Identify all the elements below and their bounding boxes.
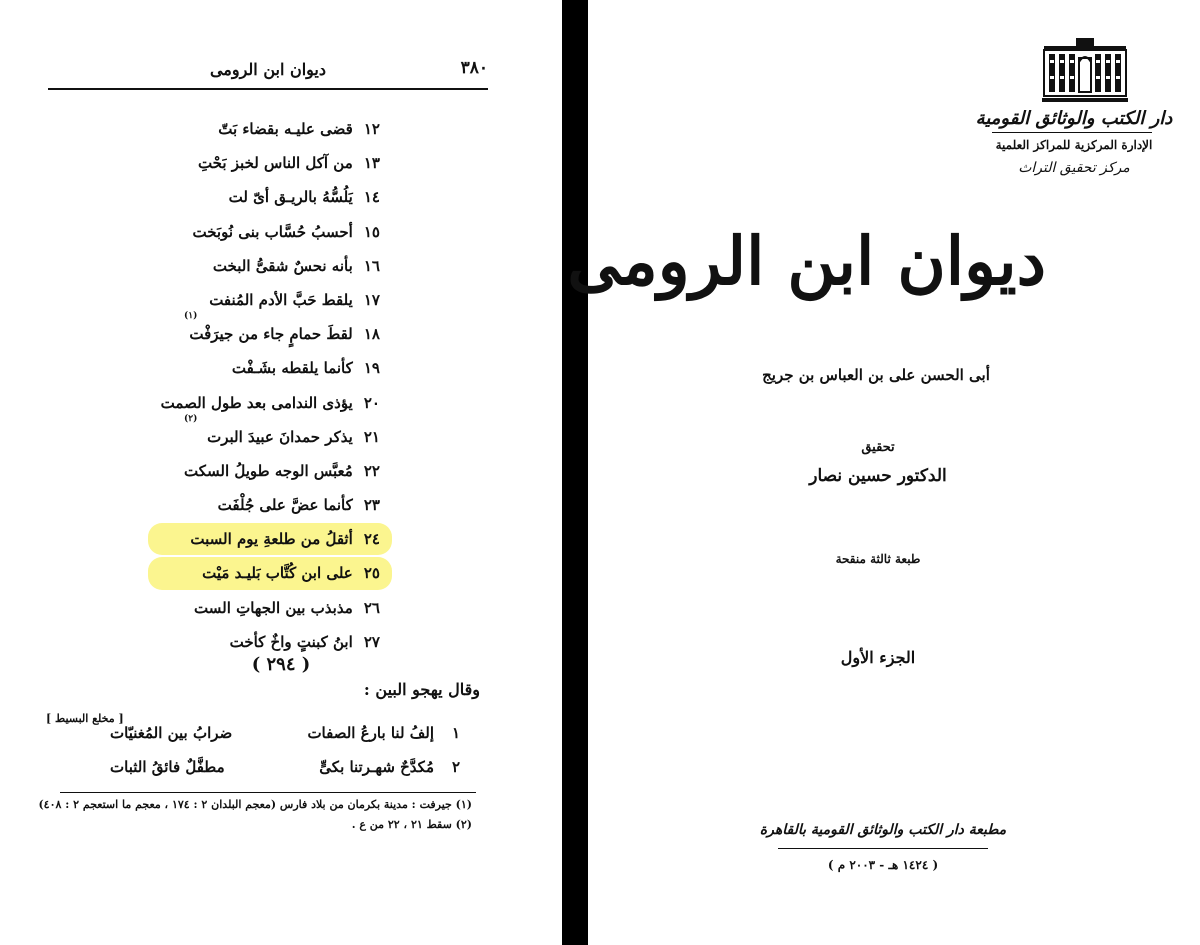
bayt-number: ١ — [451, 724, 460, 742]
author-name: أبى الحسن على بن العباس بن جريج — [762, 366, 990, 384]
verse-number: ٢٥ — [363, 564, 380, 583]
poem-number: ( ٢٩٤ ) — [251, 654, 311, 675]
verse-line — [170, 249, 380, 283]
verse-line — [170, 215, 380, 249]
verse-number: ١٢ — [363, 120, 380, 138]
verse-text: بأنه نحسٌ شقىُّ البخت — [212, 256, 353, 275]
verse-text: كأنما يلقطه بشَـفْت — [231, 359, 353, 378]
publisher-rule — [992, 132, 1152, 133]
bayt-line — [110, 724, 460, 754]
footnote-rule — [60, 792, 476, 793]
verse-line — [170, 488, 380, 522]
verse-number: ١٣ — [363, 154, 380, 173]
verse-text: مذبذب بين الجهاتِ الست — [194, 598, 353, 617]
verse-list — [160, 112, 380, 659]
editor-name: الدكتور حسين نصار — [809, 466, 947, 486]
verse-line — [170, 454, 380, 488]
verse-number: ١٦ — [363, 256, 380, 275]
verse-number: ١٨ — [363, 325, 380, 344]
verse-number: ١٥ — [363, 222, 380, 241]
book-title: ديوان ابن الرومى — [567, 222, 1046, 300]
verse-text: من آكل الناس لخبز بَحْتِ — [197, 154, 353, 173]
verse-number: ١٤ — [363, 188, 380, 207]
verse-line — [170, 180, 380, 214]
meter-label: [ مخلع البسيط ] — [46, 712, 124, 725]
verse-text: مُعبَّس الوجه طويلُ السكت — [184, 461, 353, 480]
footnote: (٢) سقط ٢١ ، ٢٢ من ع . — [351, 818, 472, 831]
verse-text: يذكر حمدانَ عبيدَ البرت — [207, 427, 353, 446]
bayt-first-hemistich: مُكدَّحٌ شهـرتنا بكىٍّ — [319, 758, 434, 776]
verse-text: ابنُ كبنتٍ واخٌ كأخت — [229, 632, 353, 651]
verse-line — [170, 311, 380, 351]
bayt-number: ٢ — [451, 758, 460, 776]
verse-text: يَلُسُّهُ بالريـق أىّ لت — [228, 188, 353, 207]
verse-line — [170, 146, 380, 180]
poem-intro: وقال يهجو البين : — [363, 680, 480, 699]
verse-text: يلقط حَبَّ الأدم المُنفت — [209, 290, 353, 309]
volume-label: الجزء الأول — [840, 648, 916, 667]
printer-rule — [778, 848, 988, 849]
verse-number: ٢٣ — [363, 496, 380, 515]
footnote-marker: (٢) — [184, 413, 198, 424]
running-header — [48, 58, 488, 88]
page-gutter — [562, 0, 588, 945]
left-page — [0, 0, 562, 945]
publisher-department: الإدارة المركزية للمراكز العلمية — [995, 138, 1153, 152]
header-rule — [48, 88, 488, 90]
verse-line — [160, 386, 380, 420]
verse-number: ١٧ — [363, 290, 380, 309]
verse-text: قضى عليـه بقضاء بَتّ — [218, 120, 353, 138]
verse-line — [170, 112, 380, 146]
bayt-second-hemistich: مطفَّلٌ فائقُ الثبات — [110, 758, 225, 776]
verse-text: على ابن كُتَّاب بَليـد مَيْت — [202, 564, 353, 583]
verse-line-highlighted — [170, 556, 380, 590]
verse-number: ٢٦ — [363, 598, 380, 617]
publisher-center: مركز تحقيق التراث — [1018, 160, 1130, 176]
verse-number: ٢٤ — [363, 530, 380, 549]
verse-line — [170, 591, 380, 625]
verse-number: ١٩ — [363, 359, 380, 378]
running-header-title: ديوان ابن الرومى — [209, 60, 327, 79]
publication-date: ( ١٤٢٤ هـ - ٢٠٠٣ م ) — [827, 858, 939, 872]
printer-name: مطبعة دار الكتب والوثائق القومية بالقاهرة — [759, 822, 1007, 838]
right-page — [567, 0, 1200, 945]
library-building-logo — [1040, 36, 1130, 104]
edition-label: طبعة ثالثة منقحة — [835, 552, 921, 566]
page-number: ٣٨٠ — [460, 58, 488, 78]
editor-label: تحقيق — [861, 440, 895, 455]
verse-text: أثقلُ من طلعةِ يوم السبت — [190, 530, 353, 549]
verse-number: ٢٠ — [363, 393, 380, 412]
footnote: (١) جيرفت : مدينة بكرمان من بلاد فارس (معجم البلدان ٢ : ١٧٤ ، معجم ما استعجم ٢ : ٤٠٨) — [38, 798, 472, 811]
footnote-marker: (١) — [184, 311, 198, 322]
verse-number: ٢٧ — [363, 632, 380, 651]
verse-line-highlighted — [170, 522, 380, 556]
bayt-second-hemistich: ضرابُ بين المُغنيّات — [110, 724, 233, 742]
publisher-name: دار الكتب والوثائق القومية — [975, 108, 1173, 129]
verse-number: ٢١ — [363, 427, 380, 446]
verse-text: كأنما عضَّ على جُلْفَت — [217, 496, 353, 515]
bayt-first-hemistich: إلفُ لنا بارعُ الصفات — [307, 724, 434, 742]
verse-number: ٢٢ — [363, 461, 380, 480]
verse-text: أحسبُ حُسَّاب بنى نُوبَخت — [192, 222, 353, 241]
bayt-line — [110, 758, 460, 788]
verse-line — [170, 413, 380, 454]
verse-line — [170, 351, 380, 385]
verse-text: لقطَ حمامٍ جاء من جيرَفْت — [189, 325, 353, 344]
verse-line — [170, 283, 380, 317]
verse-text: يؤذى الندامى بعد طول الصمت — [160, 393, 353, 412]
